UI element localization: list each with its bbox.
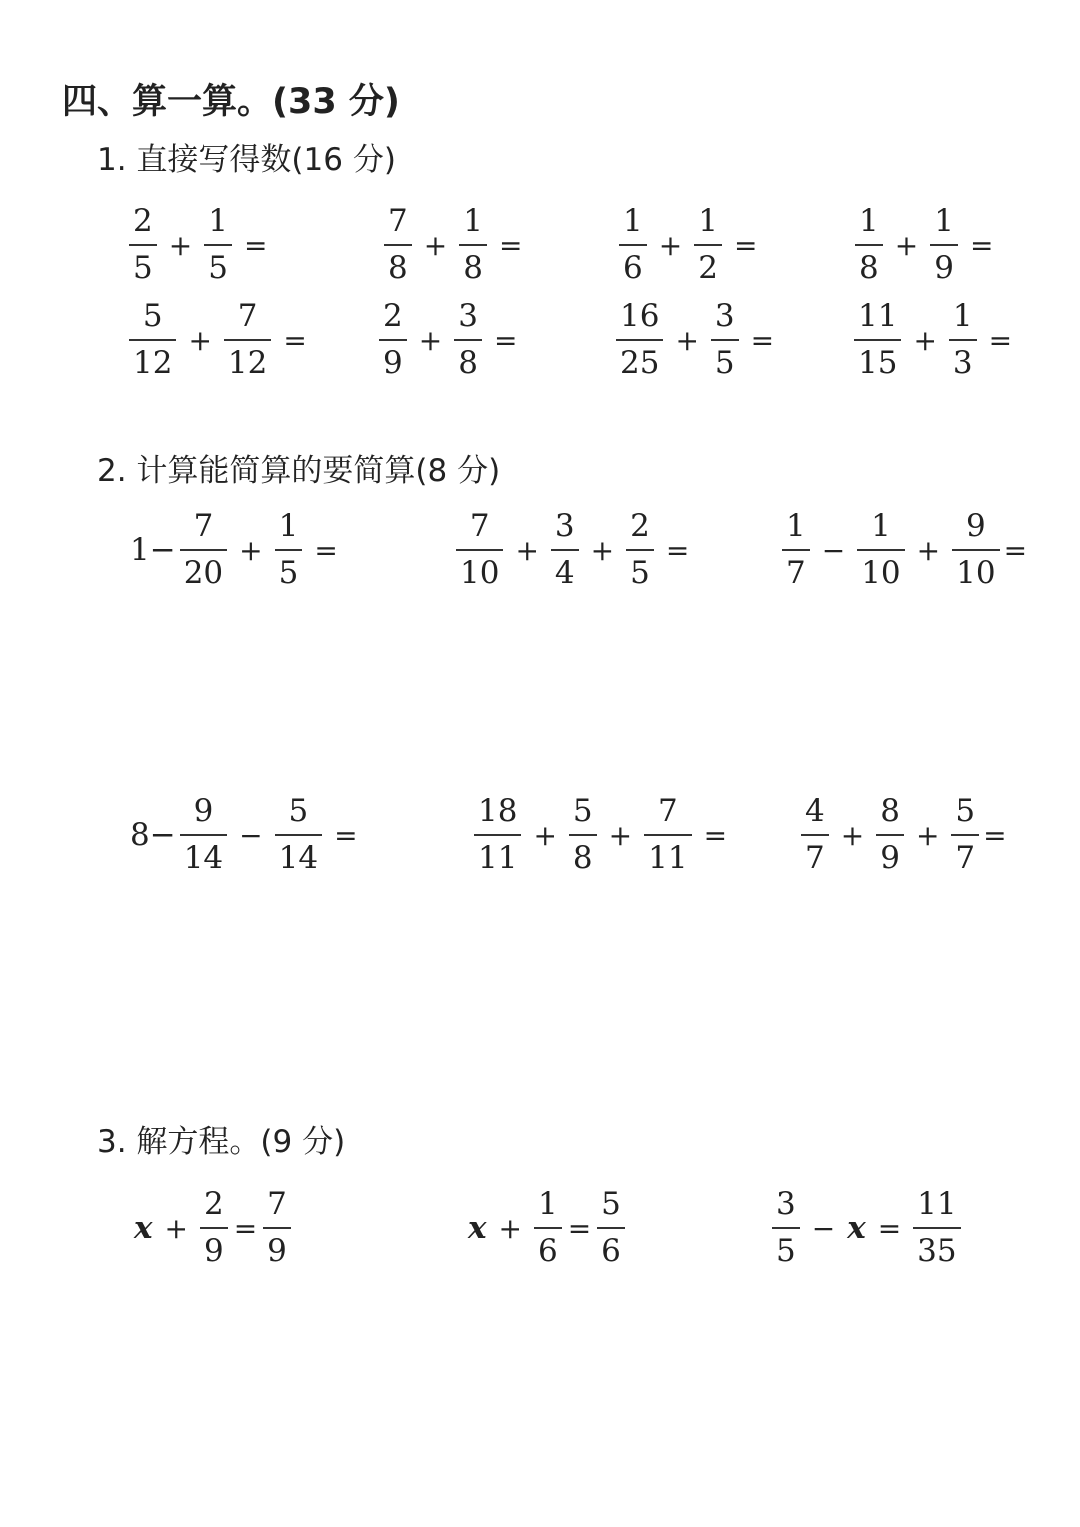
part2-problem: 1− $\frac{7}{20}$ + $\frac{1}{5}$ = [130,508,338,591]
part1-problem: $\frac{11}{15}$ + $\frac{1}{3}$ = [850,290,1020,390]
fraction: $\frac{3}{4}$ [551,511,579,589]
part2-problem: $\frac{4}{7}$ + $\frac{8}{9}$ + $\frac{5}{7}$ = [797,785,1015,885]
fraction: $\frac{1}{6}$ [619,206,647,284]
part1-problem: $\frac{16}{25}$ + $\frac{3}{5}$ = [612,290,782,390]
section-title: 四、算一算。(33 分) [62,82,400,122]
fraction: $\frac{1}{2}$ [694,206,722,284]
part3-title: 3. 解方程。(9 分) [97,1124,346,1160]
fraction: $\frac{5}{12}$ [129,301,176,379]
fraction: $\frac{4}{7}$ [801,796,829,874]
part1-problem: $\frac{7}{8}$ + $\frac{1}{8}$ = [380,195,530,295]
part3-equation: x + $\frac{1}{6}$ = $\frac{5}{6}$ [464,1178,629,1278]
fraction: $\frac{7}{9}$ [263,1189,291,1267]
fraction: $\frac{8}{9}$ [876,796,904,874]
fraction: $\frac{18}{11}$ [474,796,521,874]
fraction: $\frac{2}{9}$ [379,301,407,379]
fraction: $\frac{1}{10}$ [857,511,904,589]
fraction: $\frac{3}{8}$ [454,301,482,379]
fraction: $\frac{11}{35}$ [913,1189,960,1267]
part1-problem: $\frac{2}{5}$ + $\frac{1}{5}$ = [125,195,275,295]
fraction: $\frac{1}{5}$ [275,511,303,589]
fraction: $\frac{5}{14}$ [275,796,322,874]
fraction: $\frac{1}{7}$ [782,511,810,589]
fraction: $\frac{2}{5}$ [129,206,157,284]
fraction: $\frac{1}{8}$ [855,206,883,284]
fraction: $\frac{2}{5}$ [626,511,654,589]
variable-x: x [134,1210,153,1246]
fraction: $\frac{7}{10}$ [456,511,503,589]
part2-title: 2. 计算能简算的要简算(8 分) [97,453,501,489]
variable-x: x [847,1210,866,1246]
part2-problem: $\frac{18}{11}$ + $\frac{5}{8}$ + $\frac{7}{11}$ = [470,785,735,885]
part3-equation: $\frac{3}{5}$ − x = $\frac{11}{35}$ [768,1178,965,1278]
part3-equation: x + $\frac{2}{9}$ = $\frac{7}{9}$ [130,1178,295,1278]
fraction: $\frac{7}{20}$ [180,511,227,589]
fraction: $\frac{7}{8}$ [384,206,412,284]
fraction: $\frac{7}{12}$ [224,301,271,379]
part2-problem: $\frac{7}{10}$ + $\frac{3}{4}$ + $\frac{2}{5}$ = [452,500,697,600]
part1-problem: $\frac{5}{12}$ + $\frac{7}{12}$ = [125,290,315,390]
part2-problem: $\frac{1}{7}$ − $\frac{1}{10}$ + $\frac{9}{10}$ = [778,500,1035,600]
fraction: $\frac{9}{14}$ [180,796,227,874]
fraction: $\frac{1}{8}$ [459,206,487,284]
part1-problem: $\frac{1}{8}$ + $\frac{1}{9}$ = [851,195,1001,295]
fraction: $\frac{1}{6}$ [534,1189,562,1267]
fraction: $\frac{5}{6}$ [597,1189,625,1267]
part1-problem: $\frac{1}{6}$ + $\frac{1}{2}$ = [615,195,765,295]
fraction: $\frac{7}{11}$ [644,796,691,874]
part1-title: 1. 直接写得数(16 分) [97,142,396,178]
fraction: $\frac{3}{5}$ [772,1189,800,1267]
fraction: $\frac{1}{9}$ [930,206,958,284]
part2-problem: 8− $\frac{9}{14}$ − $\frac{5}{14}$ = [130,793,358,876]
fraction: $\frac{2}{9}$ [200,1189,228,1267]
fraction: $\frac{3}{5}$ [711,301,739,379]
fraction: $\frac{11}{15}$ [854,301,901,379]
variable-x: x [468,1210,487,1246]
fraction: $\frac{5}{8}$ [569,796,597,874]
fraction: $\frac{1}{3}$ [949,301,977,379]
fraction: $\frac{16}{25}$ [616,301,663,379]
part1-problem: $\frac{2}{9}$ + $\frac{3}{8}$ = [375,290,525,390]
fraction: $\frac{1}{5}$ [204,206,232,284]
fraction: $\frac{9}{10}$ [952,511,999,589]
fraction: $\frac{5}{7}$ [951,796,979,874]
